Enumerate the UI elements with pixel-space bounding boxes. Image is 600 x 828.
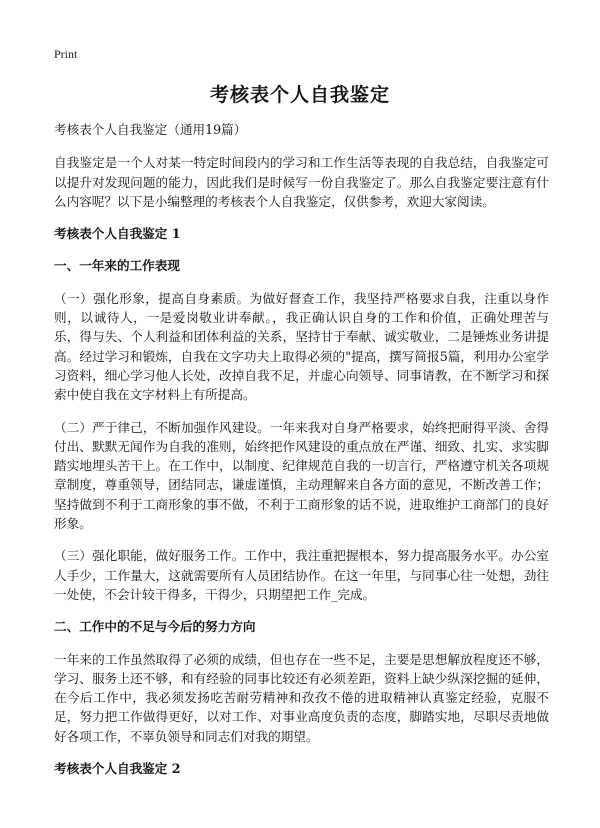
paragraph-3: （三）强化职能，做好服务工作。工作中，我注重把握根本，努力提高服务水平。办公室人手少，工作量大，这就需要所有人员团结协作。在这一年里，与同事心往一处想，劲往一处使，不会计较干得多，干得少，只期望把工作_完成。	[54, 548, 549, 602]
paragraph-1: （一）强化形象，提高自身素质。为做好督查工作，我坚持严格要求自我，注重以身作则，以诚待人，一是爱岗敬业讲奉献。，我正确认识自身的工作和价值，正确处理苦与乐，得与失、个人利益和团体利益的关系，坚持甘于奉献、诚实敬业，二是锤炼业务讲提高。经过学习和锻炼，自我在文字功夫上取得必须的"提高，撰写简报5篇，利用办公室学习资料，细心学习他人长处，改掉自我不足，并虚心向领导、同事请教，在不断学习和探索中使自我在文字材料上有所提高。	[54, 290, 549, 403]
section-heading-1: 考核表个人自我鉴定 1	[54, 226, 181, 242]
document-subtitle: 考核表个人自我鉴定（通用19篇）	[54, 122, 247, 137]
part-heading-2: 二、工作中的不足与今后的努力方向	[54, 619, 256, 635]
part-heading-1: 一、一年来的工作表现	[54, 258, 180, 274]
paragraph-4: 一年来的工作虽然取得了必须的成绩，但也存在一些不足，主要是思想解放程度还不够，学习、服务上还不够，和有经验的同事比较还有必须差距，资料上缺少纵深挖掘的延伸，在今后工作中，我必须发扬吃苦耐劳精神和孜孜不倦的进取精神认真鉴定经验，克服不足，努力把工作做得更好，以对工作、对事业高度负责的态度，脚踏实地，尽职尽责地做好各项工作，不辜负领导和同志们对我的期望。	[54, 651, 549, 744]
section-heading-2: 考核表个人自我鉴定 2	[54, 761, 181, 777]
intro-paragraph: 自我鉴定是一个人对某一特定时间段内的学习和工作生活等表现的自我总结，自我鉴定可以提升对发现问题的能力，因此我们是时候写一份自我鉴定了。那么自我鉴定要注意有什么内容呢？以下是小编整理的考核表个人自我鉴定，仅供参考，欢迎大家阅读。	[54, 155, 549, 209]
document-title: 考核表个人自我鉴定	[209, 84, 390, 106]
document-body	[54, 120, 549, 791]
paragraph-2: （二）严于律己，不断加强作风建设。一年来我对自身严格要求，始终把耐得平淡、舍得付出、默默无闻作为自我的准则，始终把作风建设的重点放在严谨、细致、扎实、求实脚踏实地埋头苦干上。在工作中，以制度、纪律规范自我的一切言行，严格遵守机关各项规章制度，尊重领导，团结同志，谦虚谨慎，主动理解来自各方面的意见，不断改善工作；坚持做到不利于工商形象的事不做，不利于工商形象的话不说，进取维护工商部门的良好形象。	[54, 419, 549, 532]
print-label: Print	[54, 47, 78, 61]
